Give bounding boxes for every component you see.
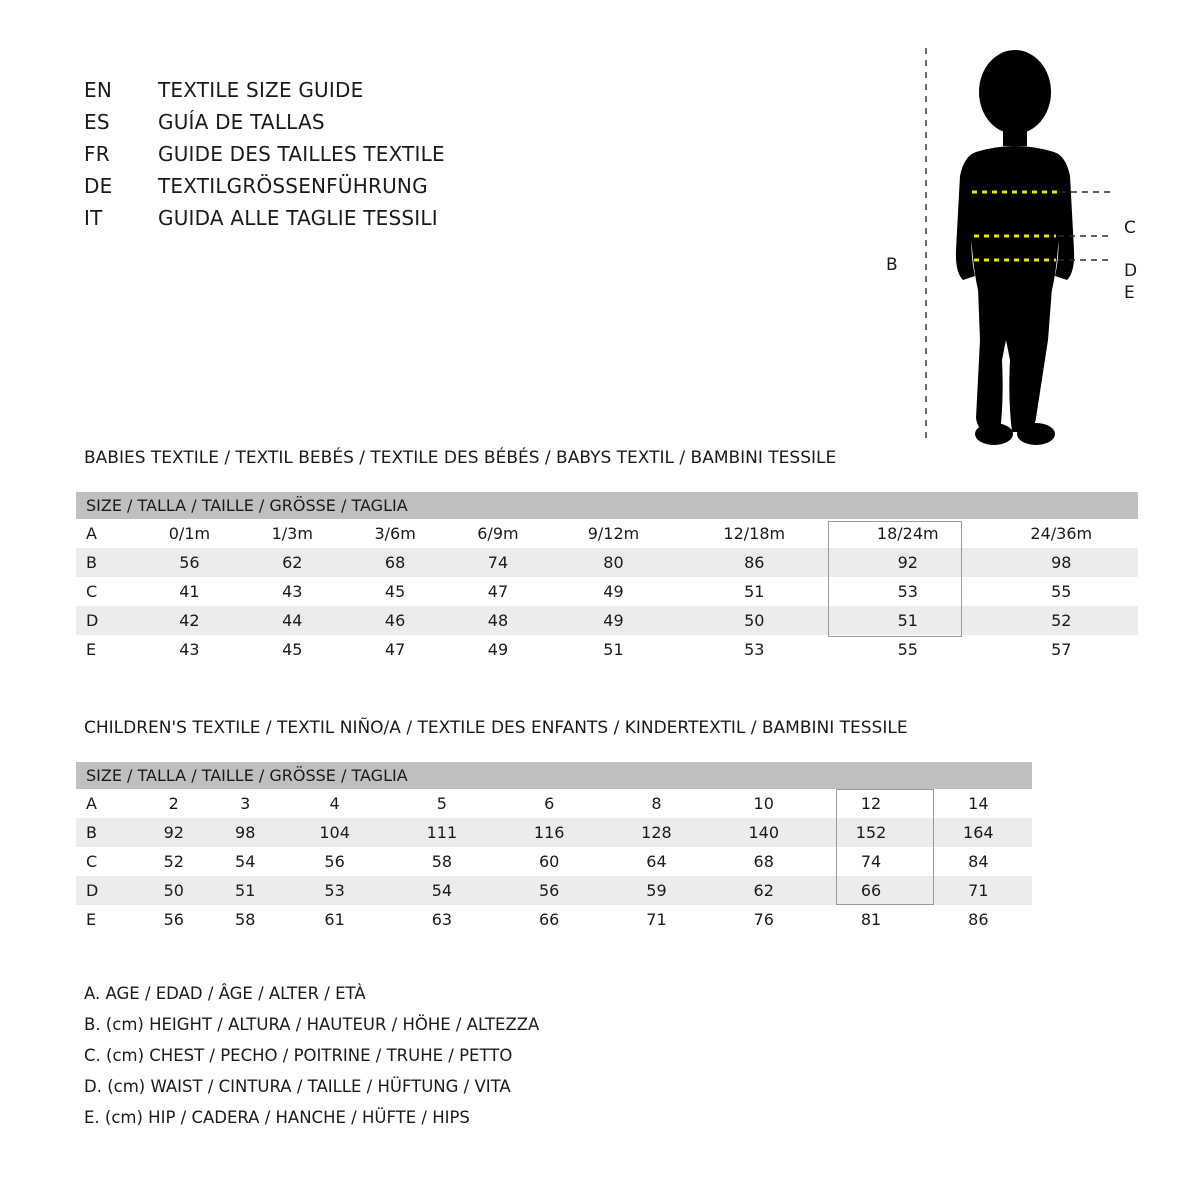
body-measurement-figure — [860, 40, 1160, 450]
title-row-it — [84, 206, 445, 238]
cell: 104 — [281, 818, 388, 847]
cell: 54 — [388, 876, 495, 905]
cell: 116 — [496, 818, 603, 847]
cell: 12 — [817, 789, 924, 818]
cell: 71 — [603, 905, 710, 934]
cell: 111 — [388, 818, 495, 847]
cell: 4 — [281, 789, 388, 818]
cell: 50 — [678, 606, 831, 635]
cell: 56 — [496, 876, 603, 905]
cell: 6/9m — [447, 519, 550, 548]
table-row — [76, 635, 1138, 664]
legend-item-b: B. (cm) HEIGHT / ALTURA / HAUTEUR / HÖHE / ALTEZZA — [84, 1015, 540, 1034]
cell: 62 — [710, 876, 817, 905]
cell: 9/12m — [549, 519, 677, 548]
cell: 49 — [549, 577, 677, 606]
cell: 51 — [209, 876, 280, 905]
children-table-header: SIZE / TALLA / TAILLE / GRÖSSE / TAGLIA — [76, 762, 1032, 789]
cell: 86 — [678, 548, 831, 577]
table-row — [76, 789, 1032, 818]
cell: 54 — [209, 847, 280, 876]
cell: 3/6m — [344, 519, 447, 548]
title-row-en — [84, 78, 445, 110]
cell: 58 — [388, 847, 495, 876]
cell: 8 — [603, 789, 710, 818]
cell: 51 — [549, 635, 677, 664]
cell: 84 — [925, 847, 1032, 876]
table-row — [76, 606, 1138, 635]
cell: 5 — [388, 789, 495, 818]
title-text-fr: GUIDE DES TAILLES TEXTILE — [158, 142, 445, 166]
cell: 74 — [447, 548, 550, 577]
table-row — [76, 905, 1032, 934]
cell: 57 — [984, 635, 1138, 664]
cell: 47 — [344, 635, 447, 664]
cell: 98 — [209, 818, 280, 847]
cell: 51 — [831, 606, 984, 635]
measurement-legend — [84, 978, 539, 1133]
cell: 56 — [138, 548, 241, 577]
cell: 49 — [549, 606, 677, 635]
cell: 45 — [241, 635, 344, 664]
cell: 61 — [281, 905, 388, 934]
cell: 18/24m — [831, 519, 984, 548]
cell: 55 — [831, 635, 984, 664]
cell: 14 — [925, 789, 1032, 818]
cell: 86 — [925, 905, 1032, 934]
cell: 43 — [241, 577, 344, 606]
children-section-heading: CHILDREN'S TEXTILE / TEXTIL NIÑO/A / TEXTILE DES ENFANTS / KINDERTEXTIL / BAMBINI TESSILE — [84, 718, 908, 738]
cell: 140 — [710, 818, 817, 847]
cell: 12/18m — [678, 519, 831, 548]
table-header-row — [76, 762, 1032, 789]
cell: 46 — [344, 606, 447, 635]
title-lang-fr: FR — [84, 142, 110, 166]
figure-label-c: C — [1124, 218, 1136, 238]
row-key: C — [76, 847, 138, 876]
cell: 44 — [241, 606, 344, 635]
row-key: E — [76, 635, 138, 664]
cell: 68 — [344, 548, 447, 577]
cell: 63 — [388, 905, 495, 934]
cell: 62 — [241, 548, 344, 577]
cell: 81 — [817, 905, 924, 934]
cell: 60 — [496, 847, 603, 876]
cell: 164 — [925, 818, 1032, 847]
cell: 98 — [984, 548, 1138, 577]
cell: 68 — [710, 847, 817, 876]
cell: 53 — [831, 577, 984, 606]
cell: 64 — [603, 847, 710, 876]
cell: 24/36m — [984, 519, 1138, 548]
cell: 52 — [984, 606, 1138, 635]
cell: 51 — [678, 577, 831, 606]
cell: 59 — [603, 876, 710, 905]
figure-label-d: D — [1124, 261, 1138, 281]
cell: 45 — [344, 577, 447, 606]
cell: 66 — [496, 905, 603, 934]
cell: 80 — [549, 548, 677, 577]
title-text-en: TEXTILE SIZE GUIDE — [158, 78, 364, 102]
cell: 66 — [817, 876, 924, 905]
title-text-es: GUÍA DE TALLAS — [158, 110, 325, 134]
cell: 53 — [678, 635, 831, 664]
table-row — [76, 847, 1032, 876]
title-lang-de: DE — [84, 174, 113, 198]
cell: 47 — [447, 577, 550, 606]
cell: 56 — [138, 905, 209, 934]
cell: 52 — [138, 847, 209, 876]
cell: 128 — [603, 818, 710, 847]
cell: 42 — [138, 606, 241, 635]
cell: 58 — [209, 905, 280, 934]
title-lang-en: EN — [84, 78, 112, 102]
cell: 3 — [209, 789, 280, 818]
cell: 50 — [138, 876, 209, 905]
cell: 53 — [281, 876, 388, 905]
children-size-table — [76, 762, 1032, 934]
title-row-es — [84, 110, 445, 142]
row-key: E — [76, 905, 138, 934]
row-key: A — [76, 789, 138, 818]
cell: 92 — [831, 548, 984, 577]
title-row-de — [84, 174, 445, 206]
cell: 71 — [925, 876, 1032, 905]
cell: 92 — [138, 818, 209, 847]
table-row — [76, 519, 1138, 548]
cell: 41 — [138, 577, 241, 606]
legend-item-c: C. (cm) CHEST / PECHO / POITRINE / TRUHE / PETTO — [84, 1046, 513, 1065]
cell: 48 — [447, 606, 550, 635]
cell: 56 — [281, 847, 388, 876]
cell: 55 — [984, 577, 1138, 606]
row-key: B — [76, 818, 138, 847]
title-text-de: TEXTILGRÖSSENFÜHRUNG — [158, 174, 428, 198]
cell: 10 — [710, 789, 817, 818]
cell: 49 — [447, 635, 550, 664]
cell: 43 — [138, 635, 241, 664]
row-key: D — [76, 876, 138, 905]
cell: 1/3m — [241, 519, 344, 548]
table-header-row — [76, 492, 1138, 519]
title-lang-it: IT — [84, 206, 103, 230]
legend-item-d: D. (cm) WAIST / CINTURA / TAILLE / HÜFTUNG / VITA — [84, 1077, 511, 1096]
title-lang-es: ES — [84, 110, 110, 134]
title-text-it: GUIDA ALLE TAGLIE TESSILI — [158, 206, 438, 230]
row-key: A — [76, 519, 138, 548]
babies-size-table — [76, 492, 1138, 664]
figure-label-b: B — [886, 255, 898, 275]
cell: 74 — [817, 847, 924, 876]
row-key: D — [76, 606, 138, 635]
title-block — [84, 78, 445, 238]
child-silhouette-icon — [860, 40, 1160, 450]
title-row-fr — [84, 142, 445, 174]
table-row — [76, 818, 1032, 847]
table-row — [76, 548, 1138, 577]
cell: 0/1m — [138, 519, 241, 548]
babies-section-heading: BABIES TEXTILE / TEXTIL BEBÉS / TEXTILE DES BÉBÉS / BABYS TEXTIL / BAMBINI TESSILE — [84, 448, 837, 468]
cell: 6 — [496, 789, 603, 818]
row-key: B — [76, 548, 138, 577]
table-row — [76, 876, 1032, 905]
cell: 152 — [817, 818, 924, 847]
row-key: C — [76, 577, 138, 606]
table-row — [76, 577, 1138, 606]
legend-item-a: A. AGE / EDAD / ÂGE / ALTER / ETÀ — [84, 984, 366, 1003]
figure-label-e: E — [1124, 283, 1135, 303]
babies-table-header: SIZE / TALLA / TAILLE / GRÖSSE / TAGLIA — [76, 492, 1138, 519]
legend-item-e: E. (cm) HIP / CADERA / HANCHE / HÜFTE / HIPS — [84, 1108, 470, 1127]
cell: 2 — [138, 789, 209, 818]
cell: 76 — [710, 905, 817, 934]
